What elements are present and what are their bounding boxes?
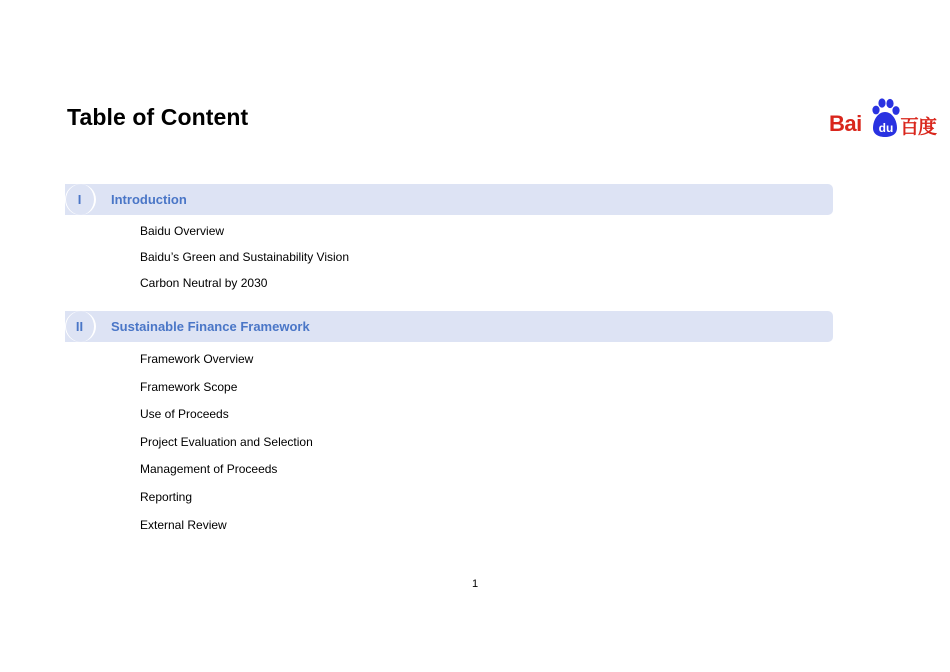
toc-list-introduction	[140, 224, 349, 302]
logo-chinese-text: 百度	[900, 116, 937, 138]
page-title: Table of Content	[67, 104, 249, 130]
section-title: Sustainable Finance Framework	[111, 319, 310, 334]
toc-item[interactable]: Carbon Neutral by 2030	[140, 276, 268, 290]
toc-list-framework	[140, 352, 313, 545]
baidu-logo	[826, 98, 944, 140]
section-header-introduction	[65, 184, 833, 215]
section-number: I	[65, 184, 96, 215]
toc-item[interactable]: Baidu Overview	[140, 224, 225, 238]
section-header-framework	[65, 311, 833, 342]
toc-item[interactable]: Management of Proceeds	[140, 462, 278, 477]
section-title: Introduction	[111, 192, 187, 207]
toc-item[interactable]: External Review	[140, 517, 227, 532]
toc-item[interactable]: Framework Scope	[140, 379, 238, 394]
toc-item[interactable]: Project Evaluation and Selection	[140, 434, 313, 449]
logo-latin-text: Bai	[829, 111, 862, 136]
section-number: II	[65, 311, 96, 342]
logo-du-text: du	[878, 121, 894, 135]
toc-item[interactable]: Baidu’s Green and Sustainability Vision	[140, 250, 350, 264]
toc-item[interactable]: Reporting	[140, 489, 193, 504]
page-number: 1	[471, 578, 479, 590]
toc-item[interactable]: Use of Proceeds	[140, 407, 229, 422]
toc-item[interactable]: Framework Overview	[140, 352, 254, 366]
